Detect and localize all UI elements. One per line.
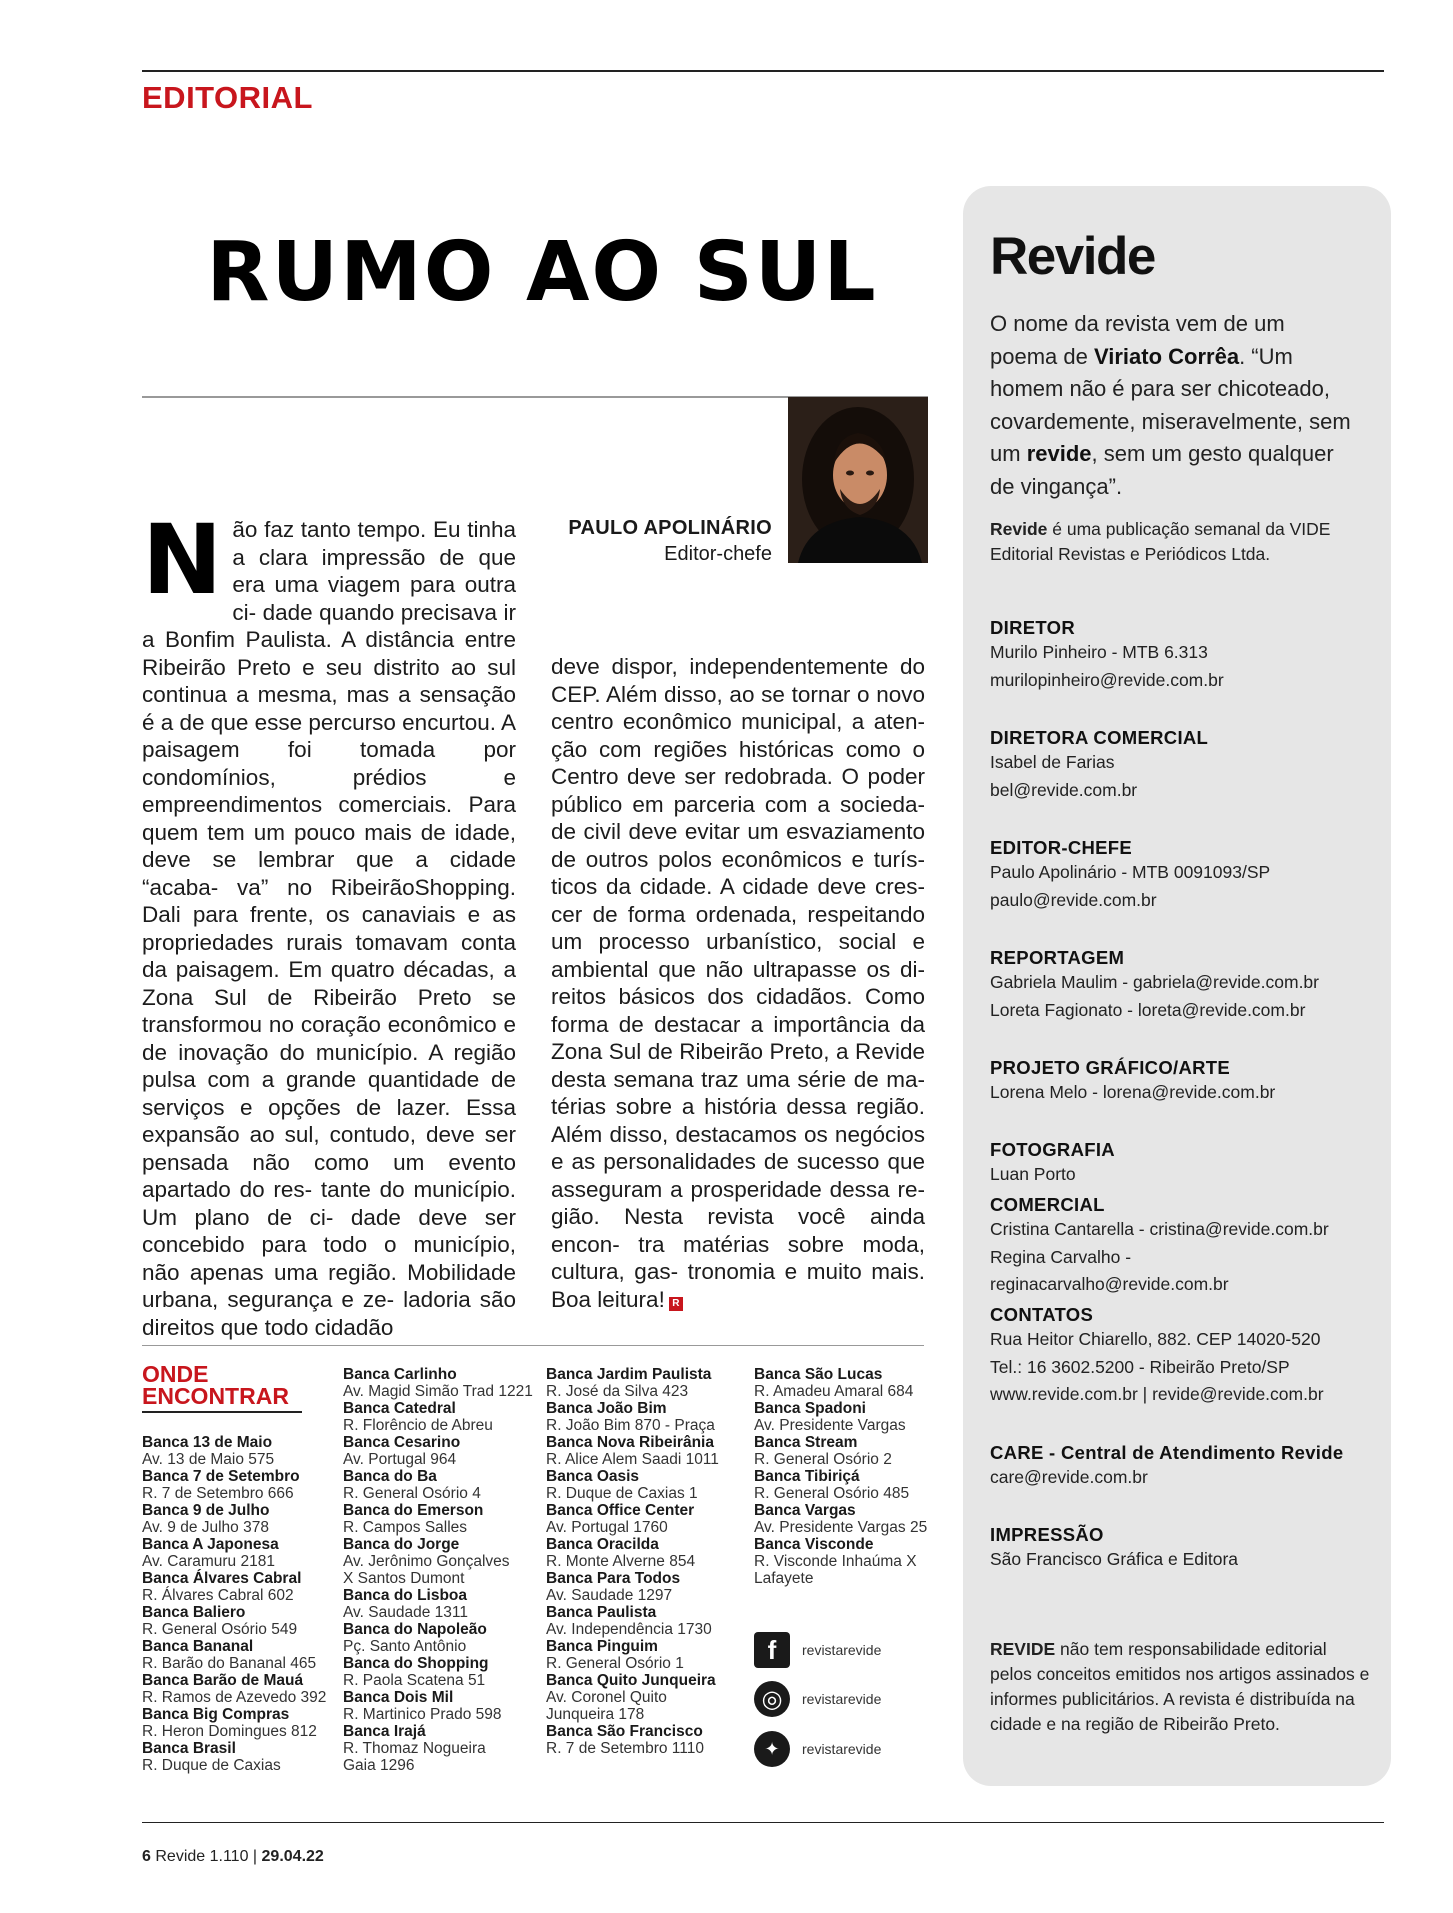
banca-address: R. General Osório 1 <box>546 1655 684 1672</box>
author-role: Editor-chefe <box>664 543 772 565</box>
banca-address: R. General Osório 485 <box>754 1485 910 1502</box>
banca-list-2 <box>343 1366 543 1774</box>
staff-commercial-director <box>990 727 1370 804</box>
banca-address: Av. Caramuru 2181 <box>142 1553 275 1570</box>
social-handle: revistarevide <box>802 1741 882 1757</box>
magazine-issue: Revide 1.110 <box>155 1848 249 1865</box>
banca-address: Av. Saudade 1297 <box>546 1587 673 1604</box>
staff-line: Rua Heitor Chiarello, 882. CEP 14020-520 <box>990 1329 1321 1349</box>
banca-address: R. General Osório 549 <box>142 1621 298 1638</box>
staff-line: Isabel de Farias <box>990 752 1115 772</box>
onde-encontrar-title <box>142 1363 332 1407</box>
social-instagram[interactable] <box>754 1679 954 1719</box>
staff-line: Gabriela Maulim - gabriela@revide.com.br <box>990 972 1319 992</box>
social-twitter[interactable] <box>754 1729 954 1769</box>
banca-address: R. Thomaz Nogueira <box>343 1740 486 1757</box>
banca-address: Av. Portugal 964 <box>343 1451 457 1468</box>
banca-address: R. Heron Domingues 812 <box>142 1723 317 1740</box>
banca-name: Banca Vargas <box>754 1502 856 1519</box>
banca-name: Banca Dois Mil <box>343 1689 454 1706</box>
banca-name: Banca Oracilda <box>546 1536 659 1553</box>
social-handle: revistarevide <box>802 1691 882 1707</box>
banca-name: Banca Para Todos <box>546 1570 681 1587</box>
staff-line: Regina Carvalho - reginacarvalho@revide.com.br <box>990 1246 1229 1294</box>
banca-address: Av. Independência 1730 <box>546 1621 712 1638</box>
social-facebook[interactable] <box>754 1630 954 1670</box>
article-column-2 <box>551 653 925 1313</box>
brand-logo: Revide <box>990 227 1155 286</box>
banca-name: Banca Oasis <box>546 1468 640 1485</box>
staff-title: COMERCIAL <box>990 1194 1105 1215</box>
banca-address: R. Florêncio de Abreu <box>343 1417 493 1434</box>
banca-name: Banca do Emerson <box>343 1502 484 1519</box>
quote-part: . “Um homem não é para ser chicoteado, covardemente, miseravelmente, sem um <box>990 343 1351 466</box>
disclaimer-bold: REVIDE <box>990 1639 1056 1659</box>
banca-address: R. Barão do Bananal 465 <box>142 1655 317 1672</box>
banca-name: Banca do Lisboa <box>343 1587 468 1604</box>
banca-name: Banca Bananal <box>142 1638 254 1655</box>
onde-title-line1: ONDE <box>142 1361 209 1387</box>
banca-address: Av. Magid Simão Trad 1221 <box>343 1383 533 1400</box>
banca-address: R. Ramos de Azevedo 392 <box>142 1689 327 1706</box>
banca-name: Banca São Lucas <box>754 1366 883 1383</box>
banca-address: R. Campos Salles <box>343 1519 468 1536</box>
banca-name: Banca Visconde <box>754 1536 874 1553</box>
issue-date: 29.04.22 <box>261 1848 324 1865</box>
banca-address: Av. Saudade 1311 <box>343 1604 468 1621</box>
banca-address: R. Martinico Prado 598 <box>343 1706 502 1723</box>
banca-name: Banca 13 de Maio <box>142 1434 273 1451</box>
staff-commercial <box>990 1194 1370 1299</box>
banca-address: R. Amadeu Amaral 684 <box>754 1383 914 1400</box>
bottom-rule <box>142 1822 1384 1823</box>
banca-address: Av. Coronel Quito <box>546 1689 667 1706</box>
banca-name: Banca do Jorge <box>343 1536 460 1553</box>
banca-address: R. Visconde Inhaúma X <box>754 1553 917 1570</box>
staff-title: CONTATOS <box>990 1304 1094 1325</box>
page-footer <box>142 1848 324 1866</box>
staff-photography <box>990 1139 1370 1189</box>
banca-name: Banca Brasil <box>142 1740 236 1757</box>
banca-name: Banca Jardim Paulista <box>546 1366 712 1383</box>
staff-line: Murilo Pinheiro - MTB 6.313 <box>990 642 1208 662</box>
banca-name: Banca do Shopping <box>343 1655 489 1672</box>
masthead-quote <box>990 308 1358 503</box>
banca-address: Gaia 1296 <box>343 1757 415 1774</box>
staff-care <box>990 1442 1370 1492</box>
staff-title: EDITOR-CHEFE <box>990 837 1133 858</box>
banca-name: Banca Stream <box>754 1434 858 1451</box>
staff-line: Cristina Cantarella - cristina@revide.com.br <box>990 1219 1329 1239</box>
staff-line: care@revide.com.br <box>990 1467 1148 1487</box>
banca-address: Av. Jerônimo Gonçalves <box>343 1553 510 1570</box>
banca-name: Banca 7 de Setembro <box>142 1468 300 1485</box>
banca-address: R. 7 de Setembro 666 <box>142 1485 294 1502</box>
banca-address: R. Paola Scatena 51 <box>343 1672 486 1689</box>
disclaimer-text: não tem responsabilidade editorial pelos conceitos emitidos nos artigos assinados e informes publicitários. A revista é distribuída na cidade e na região de Ribeirão Preto. <box>990 1639 1370 1734</box>
banca-name: Banca Barão de Mauá <box>142 1672 304 1689</box>
banca-name: Banca Catedral <box>343 1400 456 1417</box>
staff-title: DIRETOR <box>990 617 1076 638</box>
banca-address: Junqueira 178 <box>546 1706 645 1723</box>
banca-list-1 <box>142 1434 342 1774</box>
banca-address: Av. Presidente Vargas 25 <box>754 1519 928 1536</box>
banca-name: Banca Cesarino <box>343 1434 461 1451</box>
pub-text: é uma publicação semanal da VIDE Editorial Revistas e Periódicos Ltda. <box>990 519 1331 564</box>
banca-address: R. Duque de Caxias 1 <box>546 1485 698 1502</box>
staff-line: Lorena Melo - lorena@revide.com.br <box>990 1082 1276 1102</box>
banca-address: R. João Bim 870 - Praça <box>546 1417 715 1434</box>
banca-name: Banca Álvares Cabral <box>142 1570 302 1587</box>
article-text-1: ão faz tanto tempo. Eu tinha a clara impressão de que era uma viagem para outra ci- dade quando precisava ir a Bonfim Paulista. A distância entre Ribeirão Preto e seu distrito ao sul continua a mesma, mas a sensação é a de que esse percurso encurtou. A paisagem foi tomada por condomínios, prédios e empreendimentos comerciais. Para quem tem um pouco mais de idade, deve se lembrar que a cidade “acaba- va” no RibeirãoShopping. Dali para frente, os canaviais e as propriedades rurais tomavam conta da paisagem. Em quatro décadas, a Zona Sul de Ribeirão Preto se transformou no coração econômico e de inovação do município. A região pulsa com a grande quantidade de serviços e opções de lazer. Essa expansão ao sul, contudo, deve ser pensada não como um evento apartado do res- tante do município. Um plano de ci- dade deve ser concebido para todo o município, não apenas uma região. Mobilidade urbana, segurança e ze- ladoria são direitos que todo cidadão <box>142 517 516 1340</box>
article-text-2-body: deve dispor, independentemente do CEP. Além disso, ao se tornar o novo centro econômico municipal, a aten- ção com regiões históricas como o Centro deve ser redobrada. O poder público em parceria com a socieda- de civil deve evitar um esvaziamento de outros polos econômicos e turís- ticos da cidade. A cidade deve cres- cer de forma ordenada, respeitando um processo urbanístico, social e ambiental que não ultrapasse os di- reitos básicos dos cidadãos. Como forma de destacar a importância da Zona Sul de Ribeirão Preto, a Revide desta semana traz uma série de ma- térias sobre a história dessa região. Além disso, destacamos os negócios e as personalidades de sucesso que asseguram a prosperidade dessa re- gião. Nesta revista você ainda encon- tra matérias sobre moda, cultura, gas- tronomia e muito mais. Boa leitura! <box>551 654 925 1312</box>
staff-line: bel@revide.com.br <box>990 779 1138 800</box>
staff-line: Loreta Fagionato - loreta@revide.com.br <box>990 999 1306 1020</box>
staff-title: PROJETO GRÁFICO/ARTE <box>990 1057 1231 1078</box>
staff-design <box>990 1057 1370 1107</box>
footer-separator: | <box>252 1848 258 1865</box>
banca-address: R. José da Silva 423 <box>546 1383 689 1400</box>
staff-title: IMPRESSÃO <box>990 1524 1104 1545</box>
banca-address: Av. 13 de Maio 575 <box>142 1451 275 1468</box>
banca-address: Lafayete <box>754 1570 814 1587</box>
banca-name: Banca A Japonesa <box>142 1536 279 1553</box>
facebook-icon: f <box>754 1632 790 1668</box>
staff-director <box>990 617 1370 694</box>
quote-bold: Viriato Corrêa <box>1093 343 1240 369</box>
banca-list-3 <box>546 1366 746 1757</box>
drop-cap: N <box>142 504 223 616</box>
page-number: 6 <box>142 1848 151 1865</box>
banca-name: Banca Pinguim <box>546 1638 658 1655</box>
section-label: EDITORIAL <box>142 80 313 115</box>
quote-part: , sem um gesto qualquer de vingança”. <box>990 441 1334 499</box>
social-handle: revistarevide <box>802 1642 882 1658</box>
staff-line: Tel.: 16 3602.5200 - Ribeirão Preto/SP <box>990 1356 1290 1377</box>
staff-printing <box>990 1524 1370 1574</box>
banca-address: Av. Portugal 1760 <box>546 1519 668 1536</box>
banca-name: Banca Quito Junqueira <box>546 1672 716 1689</box>
staff-title: CARE - Central de Atendimento Revide <box>990 1442 1344 1463</box>
banca-address: R. General Osório 2 <box>754 1451 892 1468</box>
banca-address: Pç. Santo Antônio <box>343 1638 467 1655</box>
banca-address: R. Álvares Cabral 602 <box>142 1587 294 1604</box>
onde-title-rule <box>142 1411 302 1413</box>
publication-note <box>990 517 1360 567</box>
banca-name: Banca Spadoni <box>754 1400 866 1417</box>
author-name: PAULO APOLINÁRIO <box>568 517 772 539</box>
banca-name: Banca Big Compras <box>142 1706 290 1723</box>
staff-title: REPORTAGEM <box>990 947 1125 968</box>
banca-name: Banca Tibiriçá <box>754 1468 860 1485</box>
staff-line: www.revide.com.br | revide@revide.com.br <box>990 1384 1324 1404</box>
staff-line: paulo@revide.com.br <box>990 889 1157 910</box>
staff-contacts <box>990 1304 1370 1409</box>
banca-name: Banca Office Center <box>546 1502 695 1519</box>
staff-reporting <box>990 947 1370 1024</box>
disclaimer <box>990 1637 1370 1737</box>
author-block <box>540 517 772 566</box>
banca-address: Av. 9 de Julho 378 <box>142 1519 269 1536</box>
banca-address: R. Monte Alverne 854 <box>546 1553 696 1570</box>
banca-name: Banca do Ba <box>343 1468 437 1485</box>
banca-address: X Santos Dumont <box>343 1570 465 1587</box>
article-column-1 <box>142 504 516 1341</box>
banca-address: R. Duque de Caxias <box>142 1757 281 1774</box>
banca-address: Av. Presidente Vargas <box>754 1417 906 1434</box>
banca-name: Banca Carlinho <box>343 1366 457 1383</box>
quote-bold: revide <box>1026 441 1092 466</box>
staff-line: Paulo Apolinário - MTB 0091093/SP <box>990 862 1271 882</box>
top-rule <box>142 70 1384 72</box>
banca-name: Banca 9 de Julho <box>142 1502 270 1519</box>
banca-name: Banca Nova Ribeirânia <box>546 1434 714 1451</box>
onde-rule <box>142 1345 924 1346</box>
banca-name: Banca Irajá <box>343 1723 426 1740</box>
staff-line: Luan Porto <box>990 1164 1076 1184</box>
author-portrait-illustration <box>788 397 928 563</box>
twitter-icon: ✦ <box>754 1731 790 1767</box>
banca-name: Banca Paulista <box>546 1604 657 1621</box>
banca-name: Banca Baliero <box>142 1604 246 1621</box>
banca-name: Banca João Bim <box>546 1400 667 1417</box>
end-mark-icon: R <box>669 1297 683 1311</box>
article-text-2 <box>551 653 925 1313</box>
banca-name: Banca São Francisco <box>546 1723 703 1740</box>
banca-address: R. Alice Alem Saadi 1011 <box>546 1451 719 1468</box>
pub-bold: Revide <box>990 519 1048 539</box>
staff-line: murilopinheiro@revide.com.br <box>990 669 1224 690</box>
quote-part: O nome da revista vem de um poema de <box>990 311 1285 369</box>
banca-list-4 <box>754 1366 954 1587</box>
instagram-icon: ◎ <box>754 1681 790 1717</box>
staff-editor-in-chief <box>990 837 1370 914</box>
banca-address: R. General Osório 4 <box>343 1485 481 1502</box>
banca-name: Banca do Napoleão <box>343 1621 487 1638</box>
staff-title: DIRETORA COMERCIAL <box>990 727 1209 748</box>
staff-line: São Francisco Gráfica e Editora <box>990 1549 1239 1569</box>
article-title: RUMO AO SUL <box>206 225 878 320</box>
author-photo <box>788 397 928 563</box>
banca-address: R. 7 de Setembro 1110 <box>546 1740 704 1757</box>
staff-title: FOTOGRAFIA <box>990 1139 1115 1160</box>
onde-title-line2: ENCONTRAR <box>142 1383 289 1409</box>
